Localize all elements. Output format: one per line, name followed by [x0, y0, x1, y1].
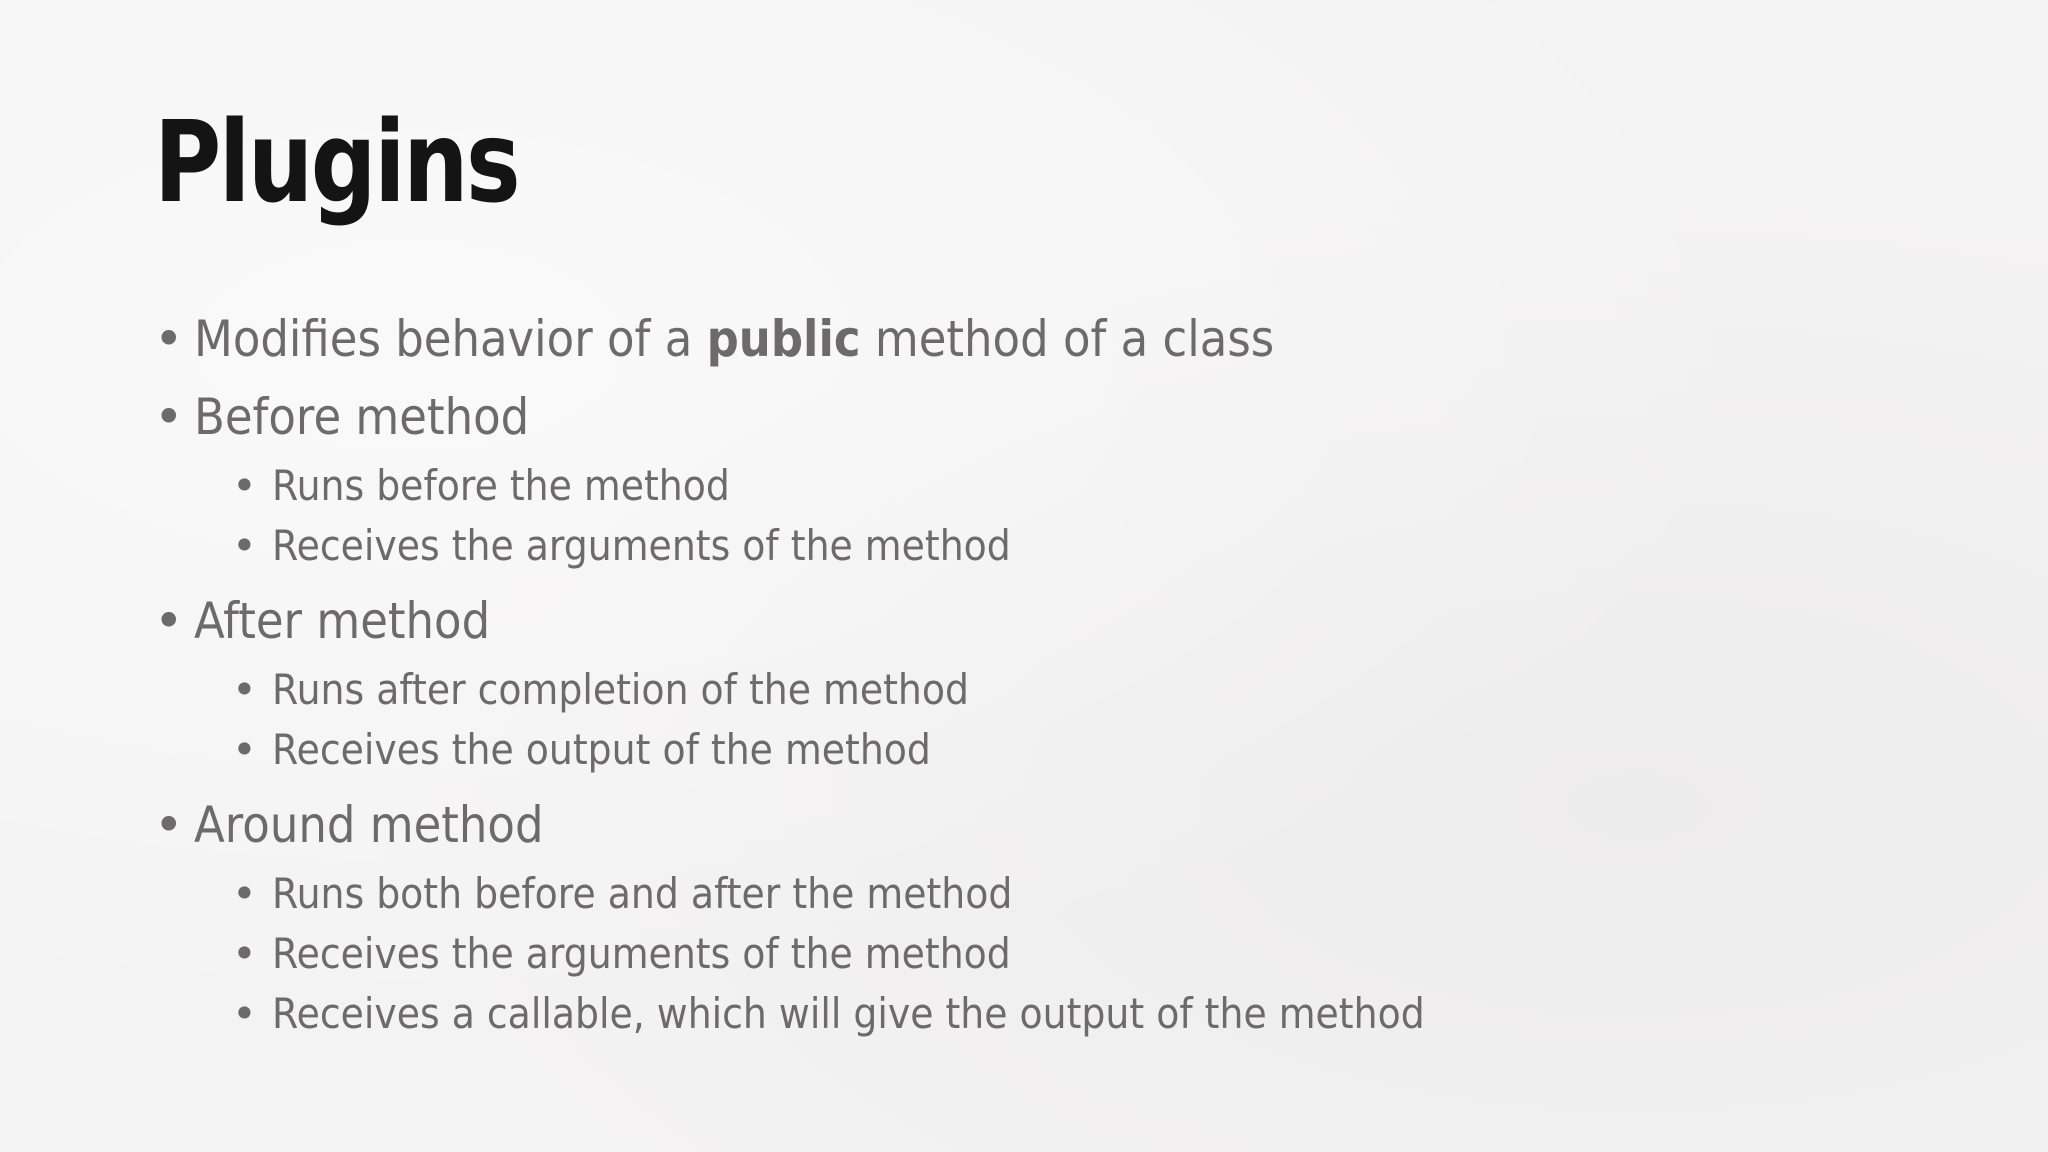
sub-item-text: Runs after completion of the method: [272, 665, 970, 714]
text-segment: Modifies behavior of a: [194, 310, 707, 368]
sub-item-before-receives: [154, 516, 1954, 576]
list-item-text: After method: [194, 592, 491, 650]
bullet-icon: •: [232, 521, 257, 570]
list-item-text: Around method: [194, 796, 544, 854]
sub-item-before-runs: [154, 456, 1954, 516]
sub-item-text: Receives the arguments of the method: [272, 929, 1011, 978]
sub-item-after-receives: [154, 720, 1954, 780]
list-item-text: Before method: [194, 388, 530, 446]
list-item-public-method: [154, 300, 1954, 378]
slide-title: Plugins: [154, 98, 519, 228]
sub-item-around-arguments: [154, 924, 1954, 984]
bullet-icon: •: [232, 665, 257, 714]
text-segment: method of a class: [860, 310, 1275, 368]
bullet-icon: •: [232, 461, 257, 510]
bullet-icon: •: [154, 388, 184, 446]
bullet-icon: •: [154, 592, 184, 650]
list-item-around-method: [154, 786, 1954, 864]
bullet-icon: •: [232, 869, 257, 918]
sub-item-text: Receives a callable, which will give the output of the method: [272, 989, 1425, 1038]
bullet-icon: •: [154, 796, 184, 854]
sub-item-text: Runs both before and after the method: [272, 869, 1013, 918]
bullet-icon: •: [154, 310, 184, 368]
sub-item-around-callable: [154, 984, 1954, 1044]
bullet-icon: •: [232, 725, 257, 774]
sub-item-text: Receives the arguments of the method: [272, 521, 1011, 570]
sub-item-around-runs: [154, 864, 1954, 924]
list-item-text: [194, 300, 1274, 378]
list-item-after-method: [154, 582, 1954, 660]
bullet-icon: •: [232, 929, 257, 978]
sub-item-text: Receives the output of the method: [272, 725, 931, 774]
list-item-before-method: [154, 378, 1954, 456]
bullet-list: [154, 300, 1954, 1044]
bullet-icon: •: [232, 989, 257, 1038]
sub-item-after-runs: [154, 660, 1954, 720]
emphasis-public: public: [706, 310, 861, 368]
sub-item-text: Runs before the method: [272, 461, 730, 510]
